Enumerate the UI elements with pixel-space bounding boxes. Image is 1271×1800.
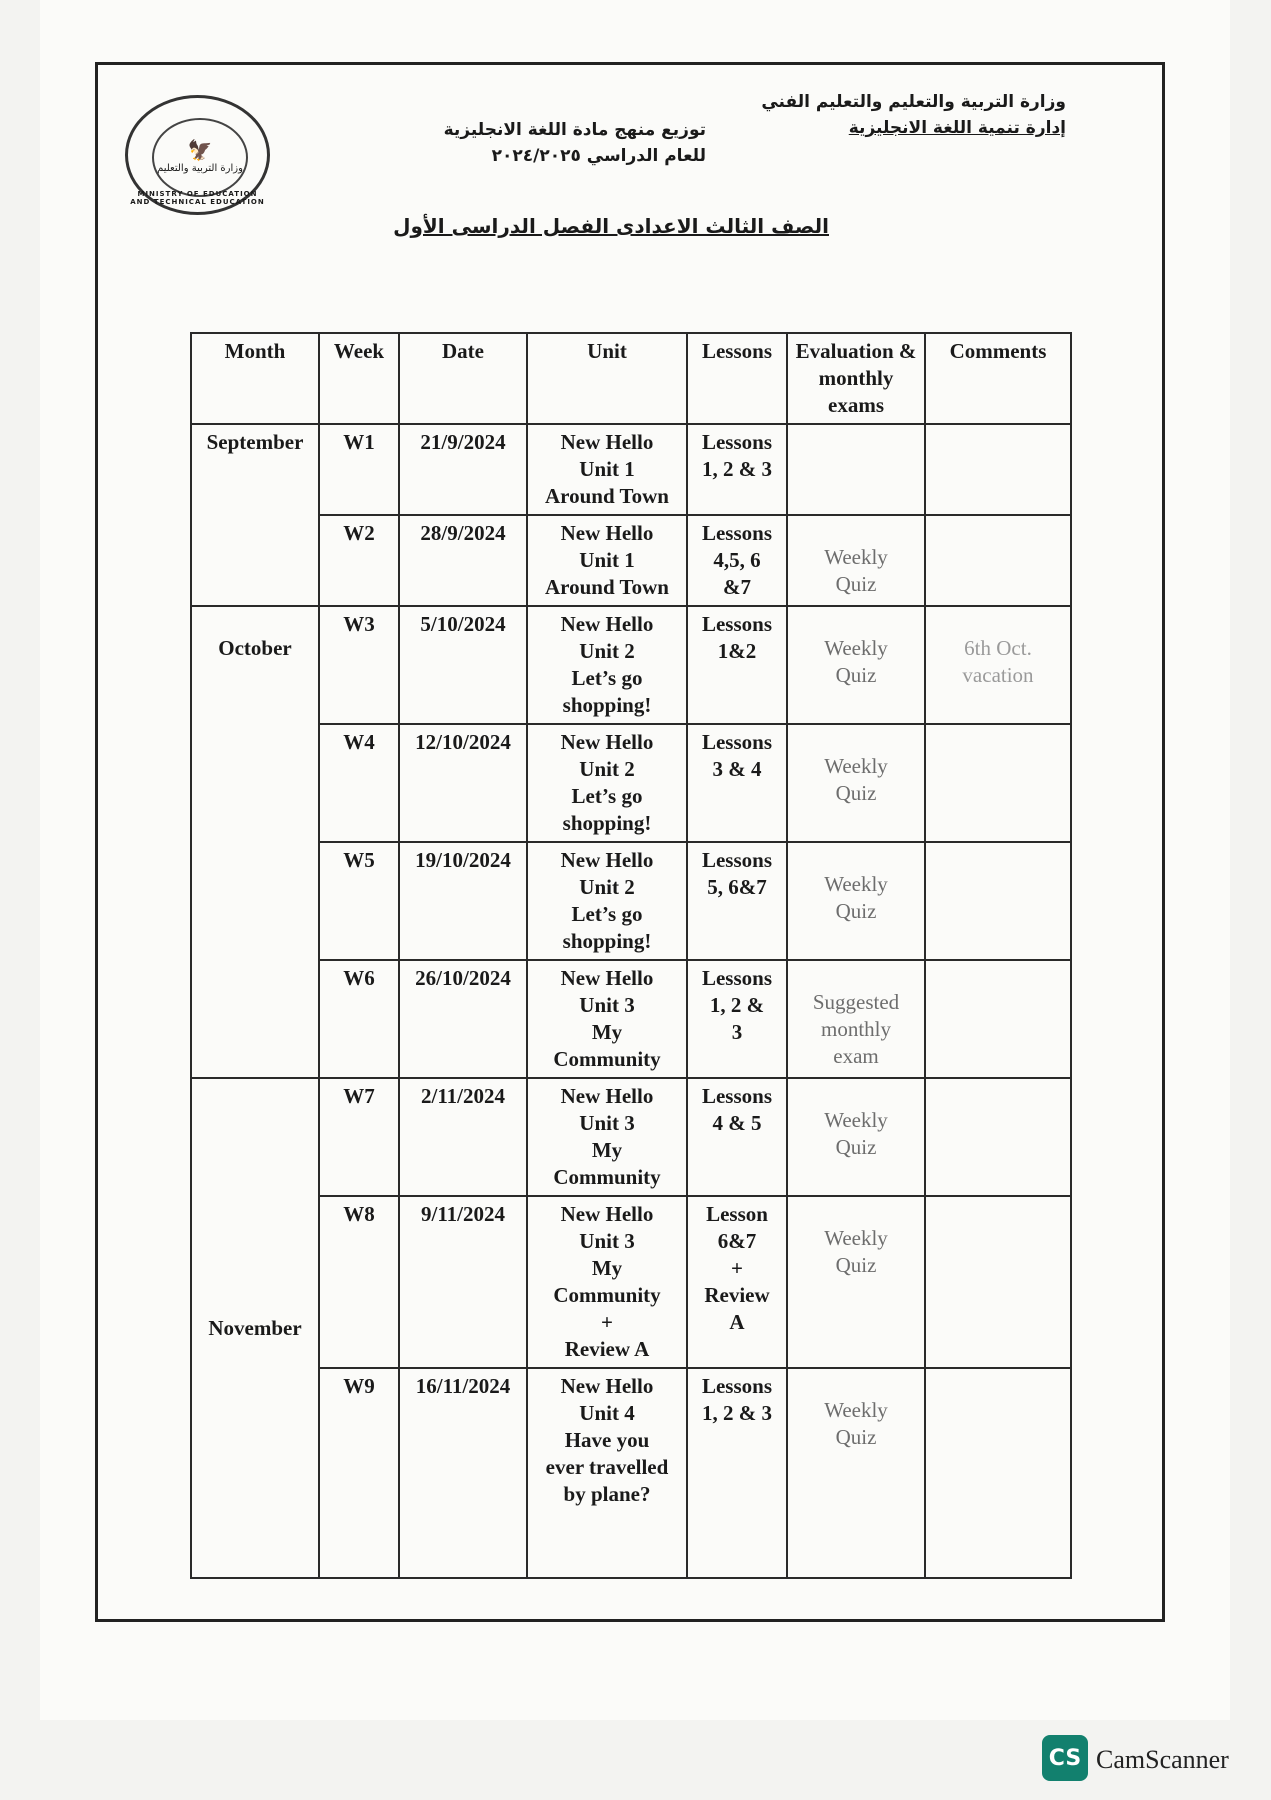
cell-line: A (729, 1310, 745, 1334)
cell-line: shopping! (562, 811, 652, 835)
unit-cell (527, 1368, 687, 1578)
week-cell: W9 (319, 1368, 399, 1578)
cell-line: Quiz (835, 1253, 877, 1277)
date-cell: 16/11/2024 (399, 1368, 527, 1578)
cell-line: Lesson (706, 1202, 768, 1226)
cell-line: Community (553, 1283, 661, 1307)
table-row (191, 724, 1071, 842)
cell-line: 1, 2 & 3 (702, 457, 772, 481)
table-row (191, 1078, 1071, 1196)
cell-line: My (591, 1138, 623, 1162)
comments-cell (925, 424, 1071, 515)
column-header: Comments (925, 333, 1071, 424)
cell-line: Lessons (701, 612, 773, 636)
lessons-cell (687, 606, 787, 724)
cell-line: Quiz (835, 1135, 877, 1159)
cell-line: Unit 3 (579, 993, 635, 1017)
table-row (191, 842, 1071, 960)
cell-line: monthly (820, 1017, 891, 1041)
department-line: إدارة تنمية اللغة الانجليزية (848, 118, 1066, 138)
cell-line: Have you (564, 1428, 650, 1452)
lessons-cell (687, 1078, 787, 1196)
cell-line: 1, 2 & 3 (702, 1401, 772, 1425)
cell-line: Lessons (701, 1374, 773, 1398)
table-body (191, 424, 1071, 1578)
cell-line: Unit 2 (579, 875, 635, 899)
cell-line: Weekly (824, 636, 888, 660)
ministry-seal-logo (125, 95, 270, 215)
column-header: Unit (527, 333, 687, 424)
cell-line: New Hello (560, 1084, 654, 1108)
cell-line: Review (704, 1283, 770, 1307)
cell-line: Lessons (701, 848, 773, 872)
evaluation-cell (787, 424, 925, 515)
lessons-cell (687, 724, 787, 842)
evaluation-cell (787, 515, 925, 606)
cell-line: Lessons (701, 430, 773, 454)
unit-cell (527, 515, 687, 606)
camscanner-label: CamScanner (1096, 1745, 1229, 1774)
table-row (191, 515, 1071, 606)
comments-cell (925, 842, 1071, 960)
cell-line: by plane? (563, 1482, 651, 1506)
cell-line: + (601, 1310, 613, 1334)
unit-cell (527, 842, 687, 960)
date-cell: 2/11/2024 (399, 1078, 527, 1196)
grade-title: الصف الثالث الاعدادى الفصل الدراسى الأول (393, 214, 829, 238)
lessons-cell (687, 960, 787, 1078)
month-cell: September (191, 424, 319, 606)
date-cell: 9/11/2024 (399, 1196, 527, 1368)
cell-line: Lessons (701, 1084, 773, 1108)
evaluation-cell (787, 1196, 925, 1368)
evaluation-cell (787, 606, 925, 724)
evaluation-cell (787, 724, 925, 842)
comments-cell (925, 960, 1071, 1078)
unit-cell (527, 1078, 687, 1196)
cell-line: Let’s go (571, 784, 643, 808)
table-row (191, 424, 1071, 515)
cell-line: New Hello (560, 521, 654, 545)
evaluation-cell (787, 842, 925, 960)
table-header-row (191, 333, 1071, 424)
cell-line: My (591, 1020, 623, 1044)
column-header: Evaluation & monthly exams (787, 333, 925, 424)
comments-cell (925, 1078, 1071, 1196)
cell-line: Weekly (824, 754, 888, 778)
cell-line: Unit 3 (579, 1111, 635, 1135)
cell-line: New Hello (560, 612, 654, 636)
comments-cell (925, 724, 1071, 842)
comments-cell (925, 515, 1071, 606)
date-cell: 28/9/2024 (399, 515, 527, 606)
week-cell: W2 (319, 515, 399, 606)
cell-line: 3 (731, 1020, 743, 1044)
cell-line: 1&2 (717, 639, 757, 663)
cell-line: shopping! (562, 929, 652, 953)
cell-line: + (731, 1256, 743, 1280)
table-row (191, 960, 1071, 1078)
table-row (191, 1196, 1071, 1368)
cell-line: Lessons (701, 521, 773, 545)
plan-title-line1: توزيع منهج مادة اللغة الانجليزية (443, 120, 706, 140)
cell-line: Weekly (824, 1226, 888, 1250)
month-cell: October (191, 606, 319, 1078)
plan-title-line2: للعام الدراسي ٢٠٢٤/٢٠٢٥ (491, 146, 706, 166)
evaluation-cell (787, 1078, 925, 1196)
cell-line: New Hello (560, 848, 654, 872)
date-cell: 19/10/2024 (399, 842, 527, 960)
lessons-cell (687, 1196, 787, 1368)
week-cell: W1 (319, 424, 399, 515)
week-cell: W5 (319, 842, 399, 960)
cell-line: Quiz (835, 1425, 877, 1449)
comments-cell (925, 1196, 1071, 1368)
cell-line: Quiz (835, 572, 877, 596)
date-cell: 5/10/2024 (399, 606, 527, 724)
unit-cell (527, 960, 687, 1078)
cell-line: 4 & 5 (712, 1111, 762, 1135)
cell-line: Around Town (545, 484, 669, 508)
cell-line: Unit 1 (579, 548, 635, 572)
cell-line: Let’s go (571, 902, 643, 926)
cell-line: Weekly (824, 872, 888, 896)
cell-line: 4,5, 6 (713, 548, 761, 572)
cell-line: &7 (723, 575, 751, 599)
unit-cell (527, 724, 687, 842)
cell-line: Community (553, 1165, 661, 1189)
cell-line: Unit 3 (579, 1229, 635, 1253)
week-cell: W7 (319, 1078, 399, 1196)
cell-line: Lessons (701, 966, 773, 990)
cell-line: Quiz (835, 781, 877, 805)
evaluation-cell (787, 1368, 925, 1578)
curriculum-table (190, 332, 1072, 1579)
column-header: Lessons (687, 333, 787, 424)
comments-cell (925, 1368, 1071, 1578)
cell-line: New Hello (560, 1202, 654, 1226)
ministry-line: وزارة التربية والتعليم والتعليم الفني (761, 92, 1066, 112)
cell-line: 1, 2 & (709, 993, 765, 1017)
cell-line: Quiz (835, 663, 877, 687)
cell-line: Unit 4 (579, 1401, 635, 1425)
eagle-icon: 🦅 (187, 140, 213, 162)
cell-line: New Hello (560, 430, 654, 454)
table-row (191, 1368, 1071, 1578)
seal-ring-text: MINISTRY OF EDUCATION AND TECHNICAL EDUCATION (130, 190, 265, 206)
week-cell: W3 (319, 606, 399, 724)
cell-line: 6th Oct. (964, 636, 1032, 660)
cell-line: Lessons (701, 730, 773, 754)
cell-line: New Hello (560, 966, 654, 990)
unit-cell (527, 424, 687, 515)
table-row (191, 606, 1071, 724)
month-cell: November (191, 1078, 319, 1578)
cell-line: Weekly (824, 1108, 888, 1132)
lessons-cell (687, 1368, 787, 1578)
unit-cell (527, 1196, 687, 1368)
column-header: Date (399, 333, 527, 424)
cell-line: New Hello (560, 730, 654, 754)
evaluation-cell (787, 960, 925, 1078)
week-cell: W6 (319, 960, 399, 1078)
date-cell: 21/9/2024 (399, 424, 527, 515)
column-header: Week (319, 333, 399, 424)
lessons-cell (687, 515, 787, 606)
column-header: Month (191, 333, 319, 424)
comments-cell (925, 606, 1071, 724)
cell-line: 6&7 (717, 1229, 757, 1253)
cell-line: 5, 6&7 (707, 875, 767, 899)
camscanner-logo-icon: CS (1042, 1735, 1088, 1781)
cell-line: Review A (564, 1337, 650, 1361)
week-cell: W8 (319, 1196, 399, 1368)
cell-line: Unit 2 (579, 757, 635, 781)
week-cell: W4 (319, 724, 399, 842)
cell-line: 3 & 4 (712, 757, 762, 781)
cell-line: Unit 1 (579, 457, 635, 481)
cell-line: Suggested (812, 990, 900, 1014)
unit-cell (527, 606, 687, 724)
cell-line: Weekly (824, 1398, 888, 1422)
cell-line: My (591, 1256, 623, 1280)
cell-line: vacation (962, 663, 1034, 687)
lessons-cell (687, 842, 787, 960)
cell-line: New Hello (560, 1374, 654, 1398)
cell-line: exam (833, 1044, 879, 1068)
cell-line: Weekly (824, 545, 888, 569)
cell-line: Unit 2 (579, 639, 635, 663)
date-cell: 26/10/2024 (399, 960, 527, 1078)
cell-line: Around Town (545, 575, 669, 599)
cell-line: Quiz (835, 899, 877, 923)
seal-arabic-text: وزارة التربية والتعليم (157, 163, 243, 174)
lessons-cell (687, 424, 787, 515)
cell-line: ever travelled (545, 1455, 669, 1479)
cell-line: shopping! (562, 693, 652, 717)
cell-line: Community (553, 1047, 661, 1071)
cell-line: Let’s go (571, 666, 643, 690)
date-cell: 12/10/2024 (399, 724, 527, 842)
